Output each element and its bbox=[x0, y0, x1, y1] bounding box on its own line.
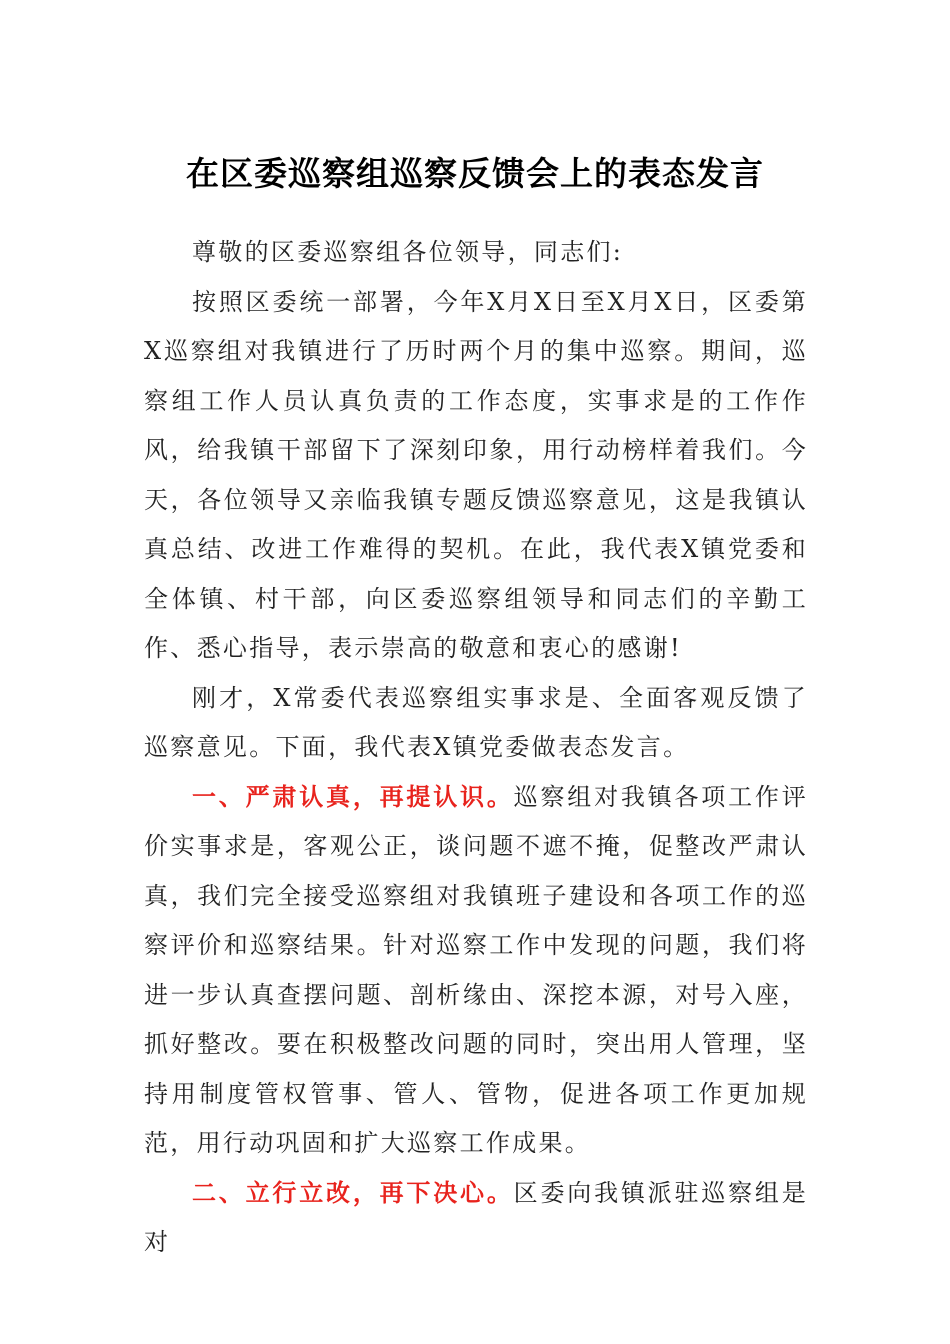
document-body bbox=[144, 228, 808, 1268]
section-heading-1: 一、严肃认真，再提认识。 bbox=[192, 782, 514, 811]
section-text-1: 巡察组对我镇各项工作评价实事求是，客观公正，谈问题不遮不掩，促整改严肃认真，我们完全接受巡察组对我镇班子建设和各项工作的巡察评价和巡察结果。针对巡察工作中发现的问题，我们将进一步认真查摆问题、剖析缘由、深挖本源，对号入座，抓好整改。要在积极整改问题的同时，突出用人管理，坚持用制度管权管事、管人、管物，促进各项工作更加规范，用行动巩固和扩大巡察工作成果。 bbox=[144, 782, 808, 1157]
section-paragraph-1 bbox=[144, 773, 808, 1169]
statement-paragraph: 刚才，X常委代表巡察组实事求是、全面客观反馈了巡察意见。下面，我代表X镇党委做表态发言。 bbox=[144, 683, 808, 761]
section-heading-2: 二、立行立改，再下决心。 bbox=[192, 1178, 514, 1207]
document-title: 在区委巡察组巡察反馈会上的表态发言 bbox=[186, 154, 764, 193]
salutation-paragraph: 尊敬的区委巡察组各位领导，同志们: bbox=[192, 238, 624, 266]
section-text-2: 区委向我镇派驻巡察组是对 bbox=[144, 1178, 808, 1256]
section-paragraph-2 bbox=[144, 1169, 808, 1268]
intro-paragraph: 按照区委统一部署，今年X月X日至X月X日，区委第X巡察组对我镇进行了历时两个月的集中巡察。期间，巡察组工作人员认真负责的工作态度，实事求是的工作作风，给我镇干部留下了深刻印象，用行动榜样着我们。今天，各位领导又亲临我镇专题反馈巡察意见，这是我镇认真总结、改进工作难得的契机。在此，我代表X镇党委和全体镇、村干部，向区委巡察组领导和同志们的辛勤工作、悉心指导，表示崇高的敬意和衷心的感谢! bbox=[144, 287, 808, 662]
